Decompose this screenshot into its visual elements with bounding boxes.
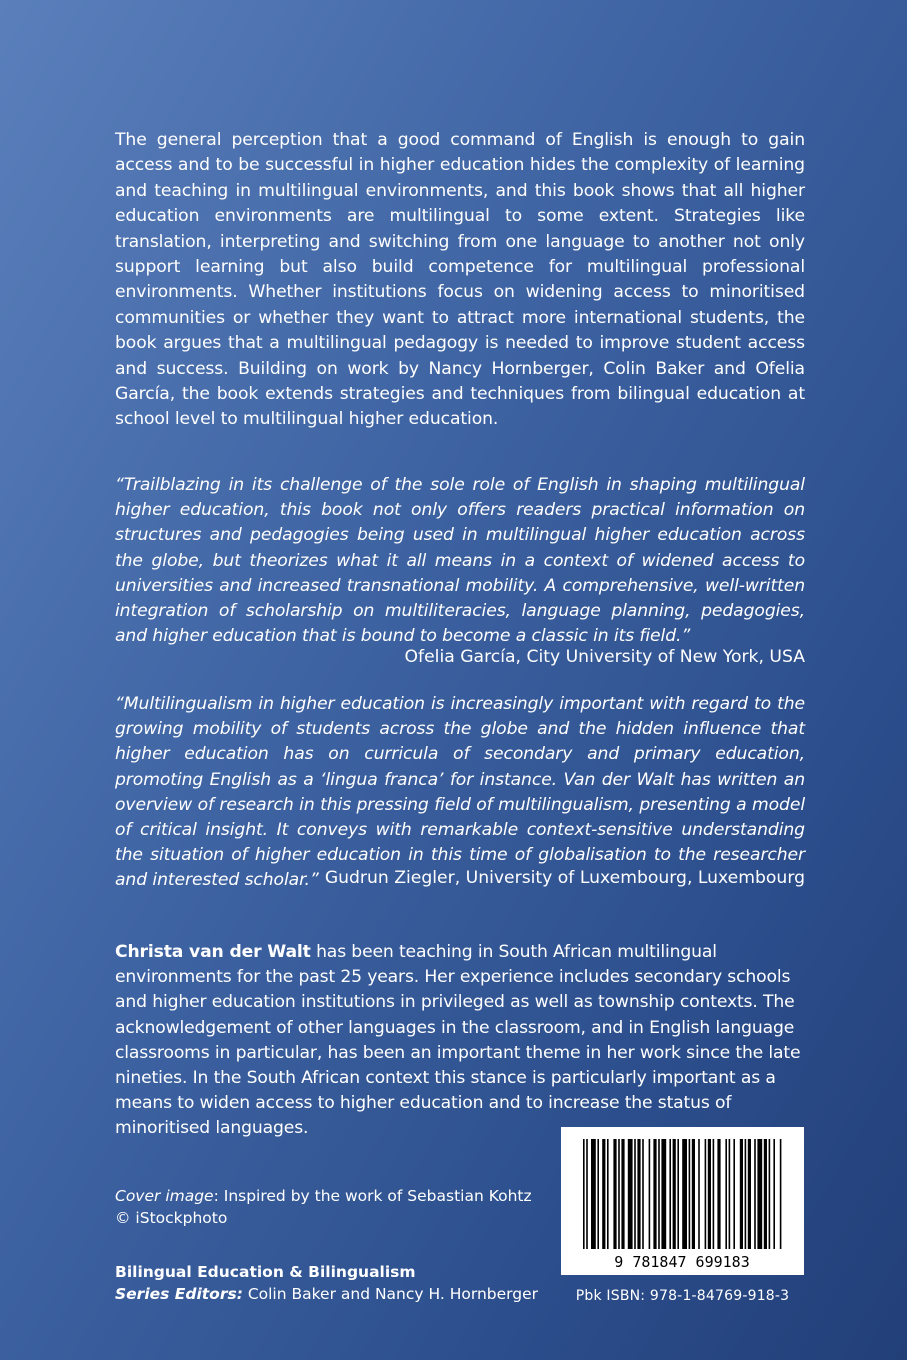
- barcode-bar: [769, 1139, 771, 1249]
- endorsement-quote: “Multilingualism in higher education is increasingly important with regard to the growing mobility of students across the globe and the hidden influence that higher education has on curricula of secondary and primary education, promoting English as a ‘lingua franca’ for instance. Van der Walt has written an overview of research in this pressing field of multilingualism, presenting a model of critical insight. It conveys with remarkable context-sensitive understanding the situation of higher education in this time of globalisation to the researcher and interested scholar.”: [115, 694, 805, 891]
- barcode-bar: [669, 1139, 671, 1249]
- barcode-bar: [692, 1139, 695, 1249]
- endorsement-attribution: Gudrun Ziegler, University of Luxembourg, Luxembourg: [324, 868, 805, 888]
- series-editors-label: Series Editors:: [115, 1285, 243, 1303]
- barcode-bar: [725, 1139, 727, 1249]
- barcode-bar: [740, 1139, 743, 1249]
- barcode-bar: [628, 1139, 633, 1249]
- series-editors: Colin Baker and Nancy H. Hornberger: [242, 1285, 539, 1303]
- barcode-bar: [682, 1139, 687, 1249]
- barcode-bar: [602, 1139, 605, 1249]
- barcode-bar: [757, 1139, 762, 1249]
- series-title: Bilingual Education & Bilingualism: [115, 1263, 416, 1281]
- barcode-bar: [708, 1139, 711, 1249]
- cover-credit-label: Cover image: [115, 1187, 214, 1205]
- barcode-bar: [621, 1139, 624, 1249]
- barcode: [561, 1127, 804, 1275]
- barcode-bar: [586, 1139, 588, 1249]
- barcode-bar: [729, 1139, 731, 1249]
- barcode-bar: [591, 1139, 596, 1249]
- isbn: Pbk ISBN: 978-1-84769-918-3: [575, 1288, 790, 1304]
- barcode-bar: [698, 1139, 700, 1249]
- barcode-bar: [658, 1139, 660, 1249]
- barcode-bar: [637, 1139, 640, 1249]
- barcode-bar: [618, 1139, 620, 1249]
- barcode-bar: [713, 1139, 715, 1249]
- barcode-bar: [754, 1139, 756, 1249]
- barcode-bar: [613, 1139, 616, 1249]
- barcode-bar: [745, 1139, 747, 1249]
- book-description: The general perception that a good command of English is enough to gain access and to be successful in higher education hides the complexity of learning and teaching in multilingual environments, and this book shows that all higher education environments are multilingual to some extent. Strategies like translation, interpreting and switching from one language to another not only support learning but also build competence for multilingual professional environments. Whether institutions focus on widening access to minoritised communities or whether they want to attract more international students, the book argues that a multilingual pedagogy is needed to improve student access and success. Building on work by Nancy Hornberger, Colin Baker and Ofelia García, the book extends strategies and techniques from bilingual education at school level to multilingual higher education.: [115, 130, 805, 430]
- barcode-bar: [649, 1139, 651, 1249]
- barcode-digits: 9 781847 699183: [614, 1253, 750, 1271]
- barcode-bar: [705, 1139, 707, 1249]
- barcode-bar: [748, 1139, 751, 1249]
- barcode-bar: [677, 1139, 679, 1249]
- barcode-bar: [583, 1139, 585, 1249]
- barcode-bar: [689, 1139, 691, 1249]
- barcode-bar: [642, 1139, 644, 1249]
- barcode-bars: [561, 1127, 804, 1275]
- author-bio: [115, 940, 805, 1142]
- barcode-bar: [673, 1139, 676, 1249]
- cover-credit-copyright: © iStockphoto: [115, 1209, 228, 1227]
- barcode-bar: [717, 1139, 720, 1249]
- endorsement-quote: “Trailblazing in its challenge of the sole role of English in shaping multilingual higher education, this book not only offers readers practical information on structures and pedagogies being used in multilingual higher education across the globe, but theorizes what it all means in a context of widened access to universities and increased transnational mobility. A comprehensive, well-written integration of scholarship on multiliteracies, language planning, pedagogies, and higher education that is bound to become a classic in its field.”: [115, 475, 805, 647]
- author-bio-text: has been teaching in South African multilingual environments for the past 25 years. Her experience includes secondary schools and higher education institutions in privileged as well as township contexts. The acknowledgement of other languages in the classroom, and in English language classrooms in particular, has been an important theme in her work since the late nineties. In the South African context this stance is particularly important as a means to widen access to higher education and to increase the status of minoritised languages.: [115, 942, 801, 1139]
- barcode-bar: [597, 1139, 599, 1249]
- author-name: Christa van der Walt: [115, 942, 311, 962]
- barcode-bar: [733, 1139, 735, 1249]
- barcode-bar: [653, 1139, 656, 1249]
- barcode-bar: [780, 1139, 782, 1249]
- endorsement-attribution: Ofelia García, City University of New York, USA: [404, 647, 805, 667]
- barcode-bar: [764, 1139, 767, 1249]
- cover-credit: [115, 1185, 535, 1229]
- barcode-bar: [607, 1139, 609, 1249]
- barcode-bar: [634, 1139, 636, 1249]
- cover-credit-text: : Inspired by the work of Sebastian Kohtz: [213, 1187, 532, 1205]
- barcode-bar: [773, 1139, 775, 1249]
- series-info: [115, 1261, 545, 1305]
- barcode-bar: [661, 1139, 666, 1249]
